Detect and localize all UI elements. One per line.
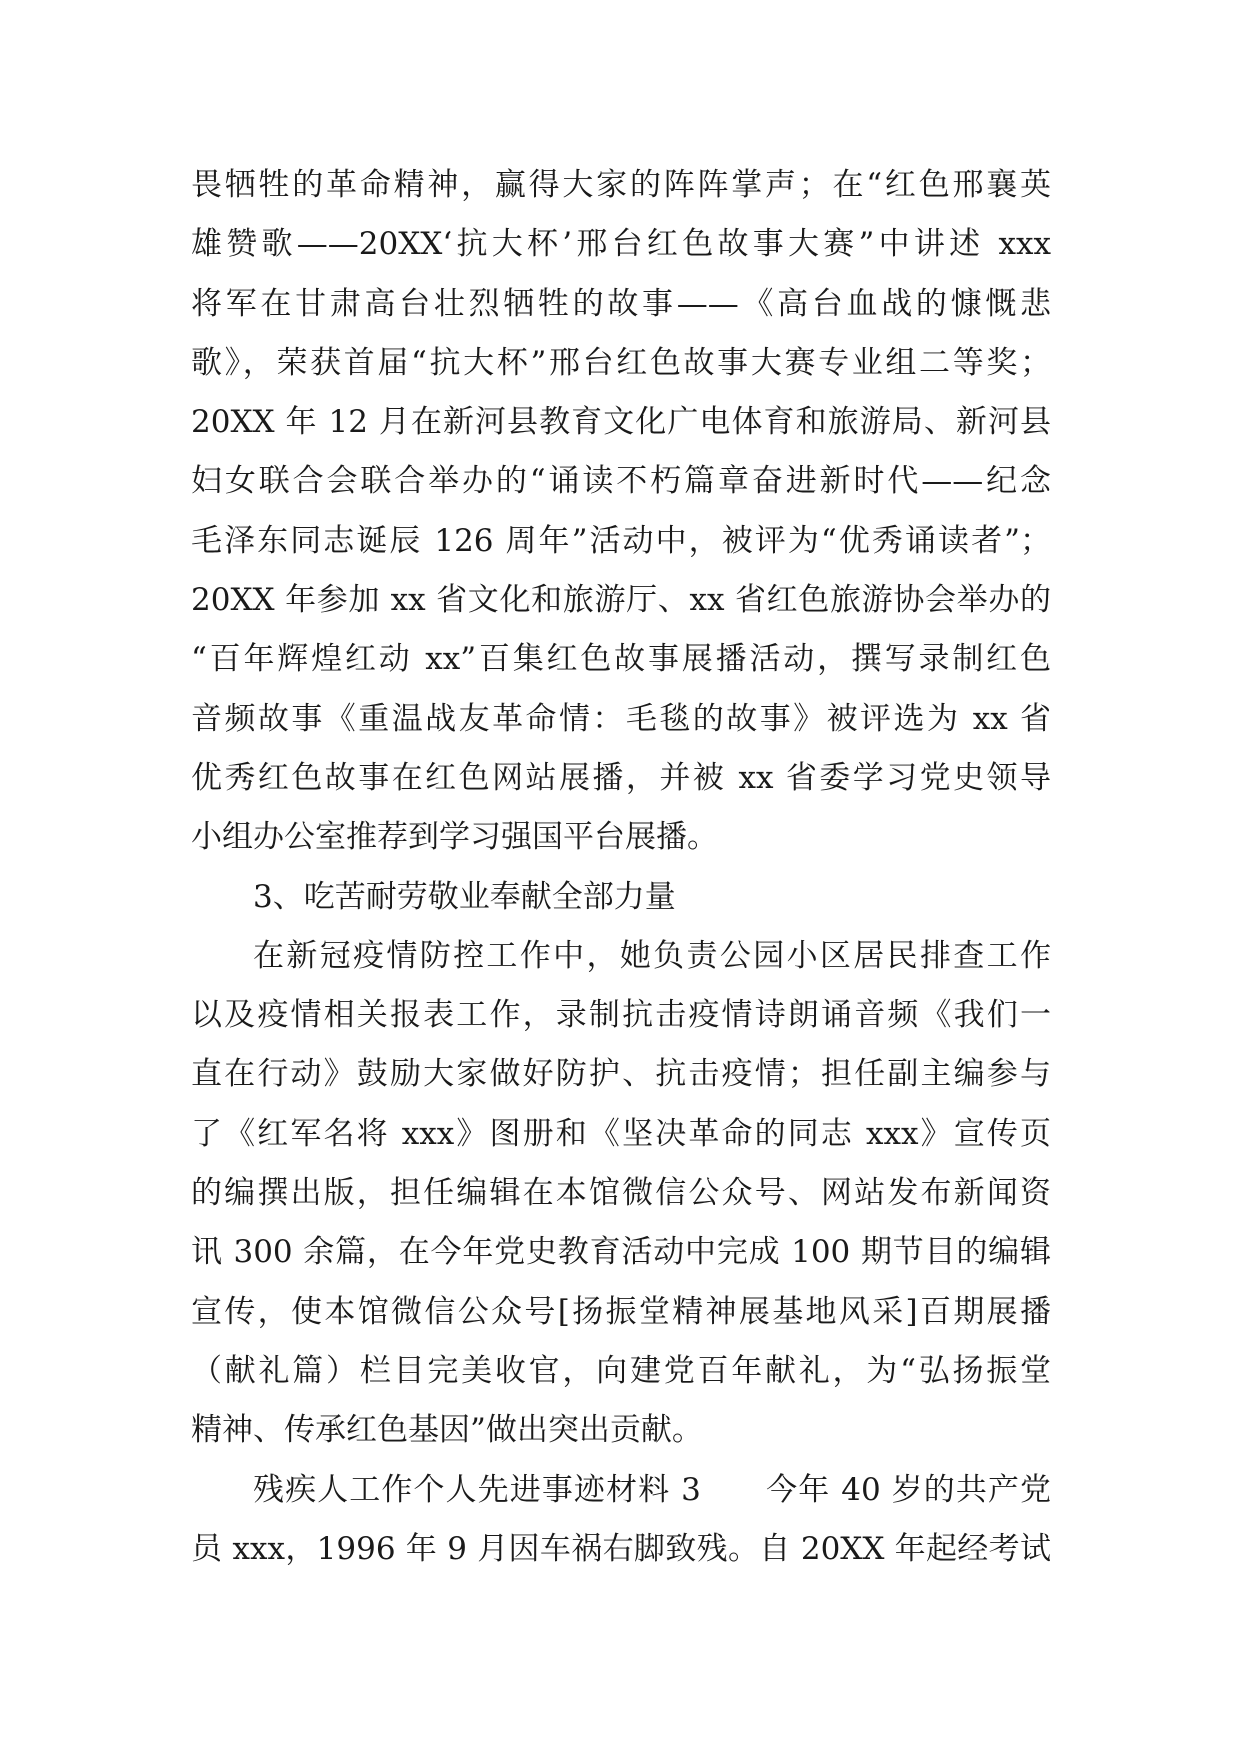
text-line: 小组办公室推荐到学习强国平台展播。 bbox=[191, 819, 718, 856]
text-line: 残疾人工作个人先进事迹材料 3 今年 40 岁的共产党 bbox=[253, 1471, 1051, 1508]
text-line: 在新冠疫情防控工作中，她负责公园小区居民排查工作 bbox=[253, 937, 1051, 974]
text-line: 音频故事《重温战友革命情：毛毯的故事》被评选为 xx 省 bbox=[191, 700, 1051, 737]
text-line: 雄赞歌——20XX‘抗大杯’邢台红色故事大赛”中讲述 xxx bbox=[191, 226, 1051, 263]
text-line: 讯 300 余篇，在今年党史教育活动中完成 100 期节目的编辑 bbox=[191, 1234, 1051, 1271]
text-line: 畏牺牲的革命精神，赢得大家的阵阵掌声；在“红色邢襄英 bbox=[191, 167, 1051, 203]
document-body bbox=[191, 156, 1051, 1579]
text-line: 以及疫情相关报表工作，录制抗击疫情诗朗诵音频《我们一 bbox=[191, 997, 1051, 1034]
text-line: 20XX 年参加 xx 省文化和旅游厅、xx 省红色旅游协会举办的 bbox=[191, 582, 1051, 619]
text-line: 妇女联合会联合举办的“诵读不朽篇章奋进新时代——纪念 bbox=[191, 463, 1051, 500]
text-line: 将军在甘肃高台壮烈牺牲的故事——《高台血战的慷慨悲 bbox=[191, 285, 1051, 322]
section-heading: 3、吃苦耐劳敬业奉献全部力量 bbox=[253, 878, 676, 915]
text-line: 精神、传承红色基因”做出突出贡献。 bbox=[191, 1412, 703, 1449]
text-line: 歌》，荣获首届“抗大杯”邢台红色故事大赛专业组二等奖； bbox=[191, 344, 1051, 381]
text-line: 优秀红色故事在红色网站展播，并被 xx 省委学习党史领导 bbox=[191, 759, 1051, 796]
text-line: 20XX 年 12 月在新河县教育文化广电体育和旅游局、新河县 bbox=[191, 404, 1051, 441]
text-line: 了《红军名将 xxx》图册和《坚决革命的同志 xxx》宣传页 bbox=[191, 1115, 1051, 1152]
text-line: 直在行动》鼓励大家做好防护、抗击疫情；担任副主编参与 bbox=[191, 1056, 1051, 1093]
text-line: 员 xxx，1996 年 9 月因车祸右脚致残。自 20XX 年起经考试 bbox=[191, 1530, 1051, 1567]
text-line: “百年辉煌红动 xx”百集红色故事展播活动，撰写录制红色 bbox=[191, 641, 1051, 678]
text-line: 宣传，使本馆微信公众号[扬振堂精神展基地风采]百期展播 bbox=[191, 1293, 1051, 1330]
text-line: （献礼篇）栏目完美收官，向建党百年献礼，为“弘扬振堂 bbox=[191, 1352, 1051, 1389]
text-line: 毛泽东同志诞辰 126 周年”活动中，被评为“优秀诵读者”； bbox=[191, 522, 1051, 559]
text-line: 的编撰出版，担任编辑在本馆微信公众号、网站发布新闻资 bbox=[191, 1175, 1051, 1212]
